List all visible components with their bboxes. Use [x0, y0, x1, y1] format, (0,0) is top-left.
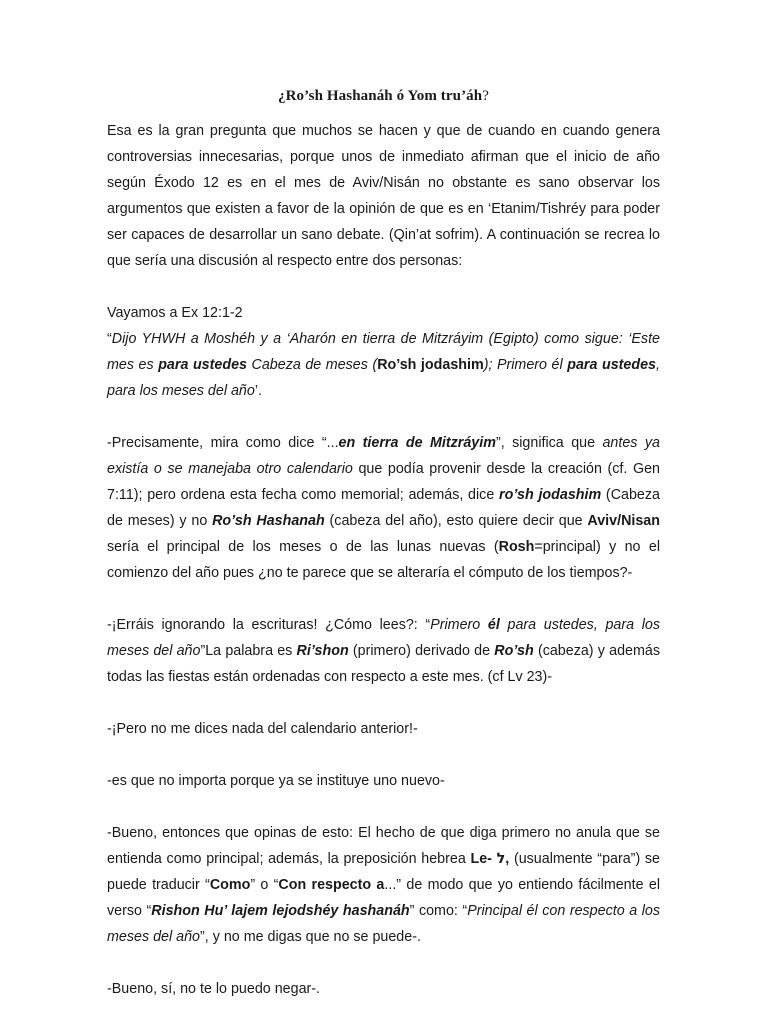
paragraph-intro: Esa es la gran pregunta que muchos se hacen y que de cuando en cuando genera controversias innecesarias, porque unos de inmediato afirman que el inicio de año según Éxodo 12 es en el mes de Aviv/Nisán no obstante es sano observar los argumentos que existen a favor de la opinión de que es en ‘Etanim/Tishréy para poder ser capaces de desarrollar un sano debate. (Qin’at sofrim). A continuación se recrea lo que sería una discusión al respecto entre dos personas: — [107, 123, 660, 269]
title-text: ¿Ro’sh Hashanáh ó Yom tru’áh — [278, 88, 483, 104]
document-title — [107, 86, 660, 106]
hebrew-letter-lamed: ל — [496, 851, 506, 867]
title-question-mark: ? — [482, 88, 489, 104]
paragraph-dialogue-5: -Bueno, entonces que opinas de esto: El hecho de que diga primero no anula que se entienda como principal; además, la preposición hebrea Le- ל, (usualmente “para”) se puede traducir “Como” o “Con respecto a...” de modo que yo entiendo fácilmente el verso “Rishon Hu’ lajem lejodshéy hashanáh” como: “Principal él con respecto a los meses del año”, y no me digas que no se puede-. — [107, 825, 660, 945]
paragraph-exodus-quote: Vayamos a Ex 12:1-2 “Dijo YHWH a Moshéh y a ‘Aharón en tierra de Mitzráyim (Egipto) como sigue: ‘Este mes es para ustedes Cabeza de meses (Ro’sh jodashim); Primero él para ustedes, para los meses del año’. — [107, 305, 660, 399]
document-page — [107, 86, 660, 1002]
paragraph-dialogue-3: -¡Pero no me dices nada del calendario anterior!- — [107, 721, 418, 737]
scripture-reference: Vayamos a Ex 12:1-2 — [107, 305, 243, 321]
paragraph-dialogue-4: -es que no importa porque ya se instituye uno nuevo- — [107, 773, 445, 789]
paragraph-dialogue-2: -¡Erráis ignorando la escrituras! ¿Cómo lees?: “Primero él para ustedes, para los meses del año”La palabra es Ri’shon (primero) derivado de Ro’sh (cabeza) y además todas las fiestas están ordenadas con respecto a este mes. (cf Lv 23)- — [107, 617, 660, 685]
paragraph-dialogue-1: -Precisamente, mira como dice “...en tierra de Mitzráyim”, significa que antes ya existía o se manejaba otro calendario que podía provenir desde la creación (cf. Gen 7:11); pero ordena esta fecha como memorial; además, dice ro’sh jodashim (Cabeza de meses) y no Ro’sh Hashanah (cabeza del año), esto quiere decir que Aviv/Nisan sería el principal de los meses o de las lunas nuevas (Rosh=principal) y no el comienzo del año pues ¿no te parece que se alteraría el cómputo de los tiempos?- — [107, 435, 660, 581]
paragraph-dialogue-6: -Bueno, sí, no te lo puedo negar-. — [107, 981, 321, 997]
